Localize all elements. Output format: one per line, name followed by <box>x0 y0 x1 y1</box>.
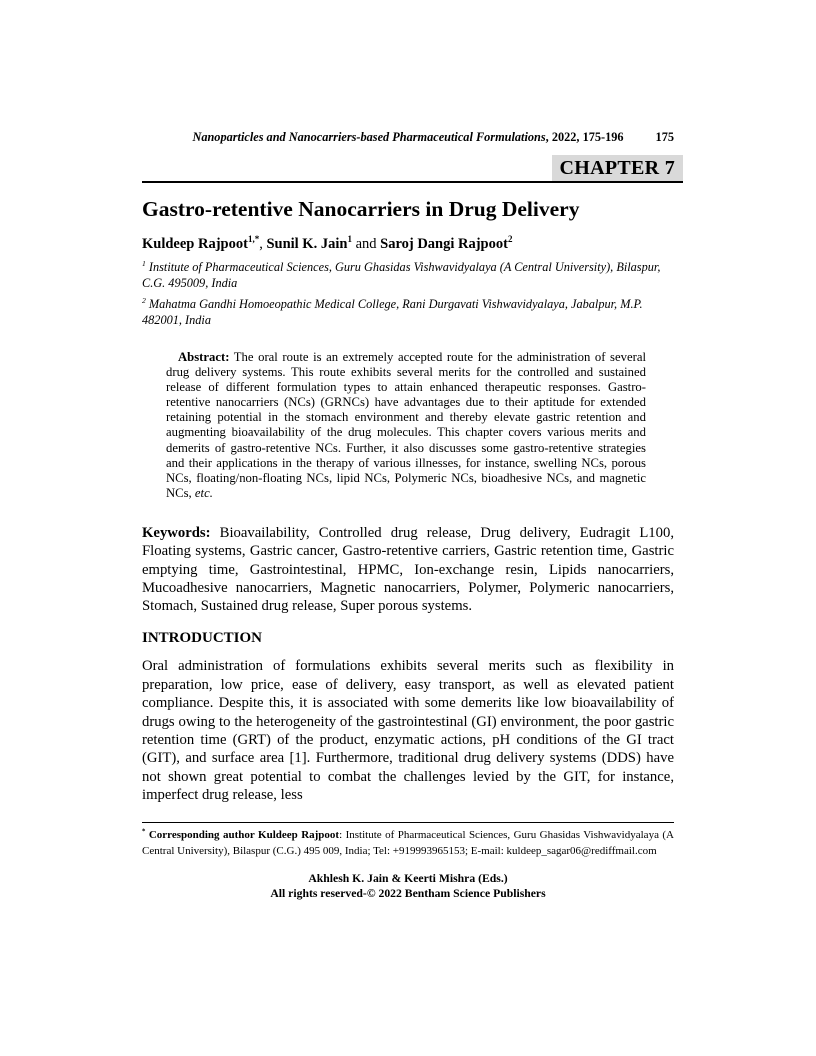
affiliation-2 <box>142 297 674 328</box>
author-separator: , <box>259 236 267 252</box>
footnote-bold: Corresponding author Kuldeep Rajpoot <box>145 829 340 841</box>
running-head-suffix: , 2022, 175-196 <box>545 130 624 144</box>
abstract <box>166 350 646 501</box>
corresponding-author-footnote <box>142 828 674 859</box>
author-superscript: 2 <box>507 234 513 245</box>
keywords-label: Keywords: <box>142 524 211 541</box>
affiliation-text: Mahatma Gandhi Homoeopathic Medical College, Rani Durgavati Vishwavidyalaya, Jabalpur, M.P. 482001, India <box>142 297 643 327</box>
keywords-text: Bioavailability, Controlled drug release, Drug delivery, Eudragit L100, Floating systems, Gastric cancer, Gastro-retentive carriers, Gastric retention time, Gastric emptying time, Gastrointestinal, HPMC, Ion-exchange resin, Lipids nanocarriers, Mucoadhesive nanocarriers, Magnetic nanocarriers, Polymer, Polymeric nanocarriers, Stomach, Sustained drug release, Super porous systems. <box>142 524 674 615</box>
copyright-line: All rights reserved-© 2022 Bentham Science Publishers <box>270 887 546 900</box>
author-name: Sunil K. Jain <box>266 236 348 252</box>
abstract-etc: etc. <box>194 485 213 500</box>
footnote-text: : Institute of Pharmaceutical Sciences, Guru Ghasidas Vishwavidyalaya (A Central University), Bilaspur (C.G.) 495 009, India; Tel: +919993965153; E-mail: kuldeep_sagar06@rediffmail.com <box>142 829 674 857</box>
author-separator: and <box>351 236 381 252</box>
affiliation-1 <box>142 260 674 291</box>
affiliation-superscript: 2 <box>142 295 146 305</box>
affiliation-superscript: 1 <box>142 258 146 268</box>
running-head-book-title: Nanoparticles and Nanocarriers-based Pharmaceutical Formulations <box>192 130 546 144</box>
footnote-area <box>142 822 674 901</box>
keywords <box>142 524 674 615</box>
author-superscript: 1 <box>347 234 352 245</box>
abstract-text: The oral route is an extremely accepted route for the administration of several drug delivery systems. This route exhibits several merits for the controlled and sustained release of different formulation types to attain enhanced therapeutic responses. Gastro-retentive nanocarriers (NCs) (GRNCs) have advantages due to their aptitude for extended retaining potential in the stomach environment and thereby elevate gastric retention and augmenting bioavailability of the drug molecules. This chapter covers various merits and demerits of gastro-retentive NCs. Further, it also discusses some gastro-retentive strategies and their applications in the therapy of various illnesses, for instance, swelling NCs, porous NCs, floating/non-floating NCs, lipid NCs, Polymeric NCs, bioadhesive NCs, and magnetic NCs, <box>166 350 646 500</box>
introduction-heading: INTRODUCTION <box>142 630 263 647</box>
chapter-rule <box>142 155 683 183</box>
authors-line <box>142 235 674 253</box>
page-footer <box>142 871 674 901</box>
chapter-title: Gastro-retentive Nanocarriers in Drug Delivery <box>142 197 580 221</box>
author-name: Kuldeep Rajpoot <box>142 236 248 252</box>
editors-line: Akhlesh K. Jain & Keerti Mishra (Eds.) <box>308 872 508 885</box>
page-number: 175 <box>655 130 674 144</box>
author-name: Saroj Dangi Rajpoot <box>380 236 508 252</box>
abstract-label: Abstract: <box>178 350 230 364</box>
footnote-marker: * <box>142 828 146 836</box>
chapter-badge: CHAPTER 7 <box>552 155 683 181</box>
author-superscript: 1,* <box>247 234 260 245</box>
running-head <box>142 130 674 145</box>
introduction-paragraph: Oral administration of formulations exhibits several merits such as flexibility in preparation, low price, ease of delivery, easy transport, as well as elevated patient compliance. Despite this, it is associated with some demerits like low bioavailability of drugs owing to the heterogeneity of the gastrointestinal (GI) environment, the poor gastric retention time (GRT) of the product, enzymatic actions, pH conditions of the GI tract (GIT), and surface area [1]. Furthermore, traditional drug delivery systems (DDS) have not shown great potential to combat the challenges levied by the GIT, for instance, imperfect drug release, less <box>142 658 674 804</box>
affiliation-text: Institute of Pharmaceutical Sciences, Guru Ghasidas Vishwavidyalaya (A Central University), Bilaspur, C.G. 495009, India <box>142 260 661 290</box>
running-head-text <box>192 130 623 144</box>
